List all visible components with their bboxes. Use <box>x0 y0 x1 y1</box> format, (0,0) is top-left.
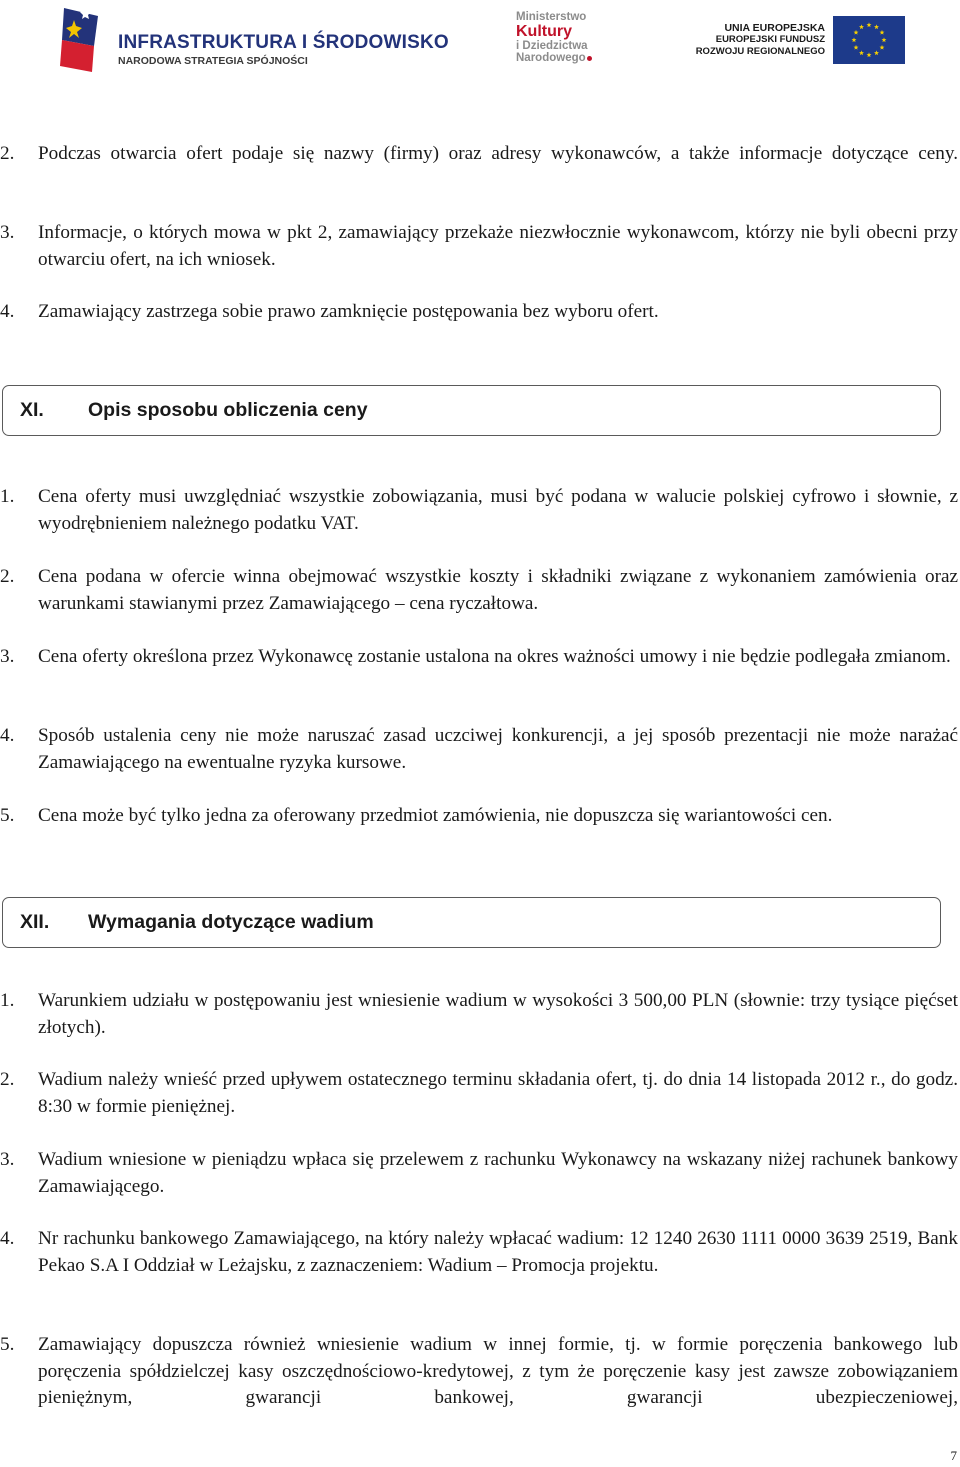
section-header-xii <box>2 897 941 948</box>
item-text: Zamawiający dopuszcza również wniesienie wadium w innej formie, tj. w formie poręczenia bankowego lub poręczenia spółdzielczej kasy oszczędnościowo-kredytowej, z tym że poręczenie kasy jest zawsze zobowiązaniem pieniężnym, gwarancji bankowej, gwarancji ubezpieczeniowej, <box>38 1334 958 1408</box>
item-number: 2. <box>0 566 15 587</box>
ministerstwo-kultury-logo <box>514 10 614 68</box>
section-header-xi <box>2 385 941 436</box>
item-number: 3. <box>0 1149 15 1170</box>
item-number: 1. <box>0 486 15 507</box>
item-number: 5. <box>0 1334 15 1355</box>
item-text: Cena oferty określona przez Wykonawcę zostanie ustalona na okres ważności umowy i nie będzie podlegała zmianom. <box>38 646 951 667</box>
item-text: Zamawiający zastrzega sobie prawo zamknięcie postępowania bez wyboru ofert. <box>38 301 659 322</box>
item-number: 4. <box>0 301 15 322</box>
mk-dot-icon <box>587 56 592 61</box>
item-text: Nr rachunku bankowego Zamawiającego, na który należy wpłacać wadium: 12 1240 2630 1111 0000 3639 2519, Bank Pekao S.A I Oddział w Leżajsku, z zaznaczeniem: Wadium – Promocja projektu. <box>38 1228 958 1276</box>
infrastruktura-subtitle: NARODOWA STRATEGIA SPÓJNOŚCI <box>118 55 308 67</box>
mk-line-4 <box>516 53 592 65</box>
infrastruktura-logo <box>58 6 449 76</box>
ue-line-1: UNIA EUROPEJSKA <box>724 22 825 34</box>
section-number: XII. <box>20 911 50 933</box>
ue-line-3: ROZWOJU REGIONALNEGO <box>695 46 825 57</box>
ue-text-block <box>696 22 825 58</box>
infrastruktura-title: INFRASTRUKTURA I ŚRODOWISKO <box>118 32 449 53</box>
page-number: 7 <box>950 1448 957 1463</box>
section-title: Opis sposobu obliczenia ceny <box>88 399 368 421</box>
item-text: Cena może być tylko jedna za oferowany przedmiot zamówienia, nie dopuszcza się wariantowości cen. <box>38 805 833 826</box>
item-number: 3. <box>0 222 15 243</box>
item-text: Warunkiem udziału w postępowaniu jest wniesienie wadium w wysokości 3 500,00 PLN (słownie: trzy tysiące pięćset złotych). <box>38 990 958 1038</box>
item-text: Sposób ustalenia ceny nie może naruszać zasad uczciwej konkurencji, a jej sposób prezentacji nie może narażać Zamawiającego na ewentualne ryzyka kursowe. <box>38 725 958 773</box>
item-number: 2. <box>0 1069 15 1090</box>
item-text: Wadium wniesione w pieniądzu wpłaca się przelewem z rachunku Wykonawcy na wskazany niżej rachunek bankowy Zamawiającego. <box>38 1149 958 1197</box>
ue-line-2: EUROPEJSKI FUNDUSZ <box>715 34 825 45</box>
item-number: 4. <box>0 1228 15 1249</box>
unia-europejska-logo <box>695 14 905 68</box>
page-header <box>0 0 960 80</box>
mk-line-4-text: Narodowego <box>516 52 586 64</box>
eu-flag-icon <box>833 16 905 64</box>
item-number: 3. <box>0 646 15 667</box>
item-text: Wadium należy wnieść przed upływem ostatecznego terminu składania ofert, tj. do dnia 14 listopada 2012 r., do godz. 8:30 w formie pieniężnej. <box>38 1069 958 1117</box>
mk-line-3: i Dziedzictwa <box>516 40 588 52</box>
item-text: Podczas otwarcia ofert podaje się nazwy (firmy) oraz adresy wykonawców, a także informacje dotyczące ceny. <box>38 143 958 164</box>
infrastruktura-flag-icon <box>58 6 102 74</box>
item-text: Cena oferty musi uwzględniać wszystkie zobowiązania, musi być podana w walucie polskiej cyfrowo i słownie, z wyodrębnieniem należnego podatku VAT. <box>38 486 958 534</box>
item-number: 5. <box>0 805 15 826</box>
section-number: XI. <box>20 399 44 421</box>
item-number: 4. <box>0 725 15 746</box>
item-number: 2. <box>0 143 15 164</box>
item-text: Cena podana w ofercie winna obejmować wszystkie koszty i składniki związane z wykonaniem zamówienia oraz warunkami stawianymi przez Zamawiającego – cena ryczałtowa. <box>38 566 958 614</box>
mk-line-2: Kultury <box>516 23 572 40</box>
item-number: 1. <box>0 990 15 1011</box>
item-text: Informacje, o których mowa w pkt 2, zamawiający przekaże niezwłocznie wykonawcom, którzy nie byli obecni przy otwarciu ofert, na ich wniosek. <box>38 222 958 270</box>
mk-line-1: Ministerstwo <box>516 11 587 23</box>
section-title: Wymagania dotyczące wadium <box>88 911 374 933</box>
